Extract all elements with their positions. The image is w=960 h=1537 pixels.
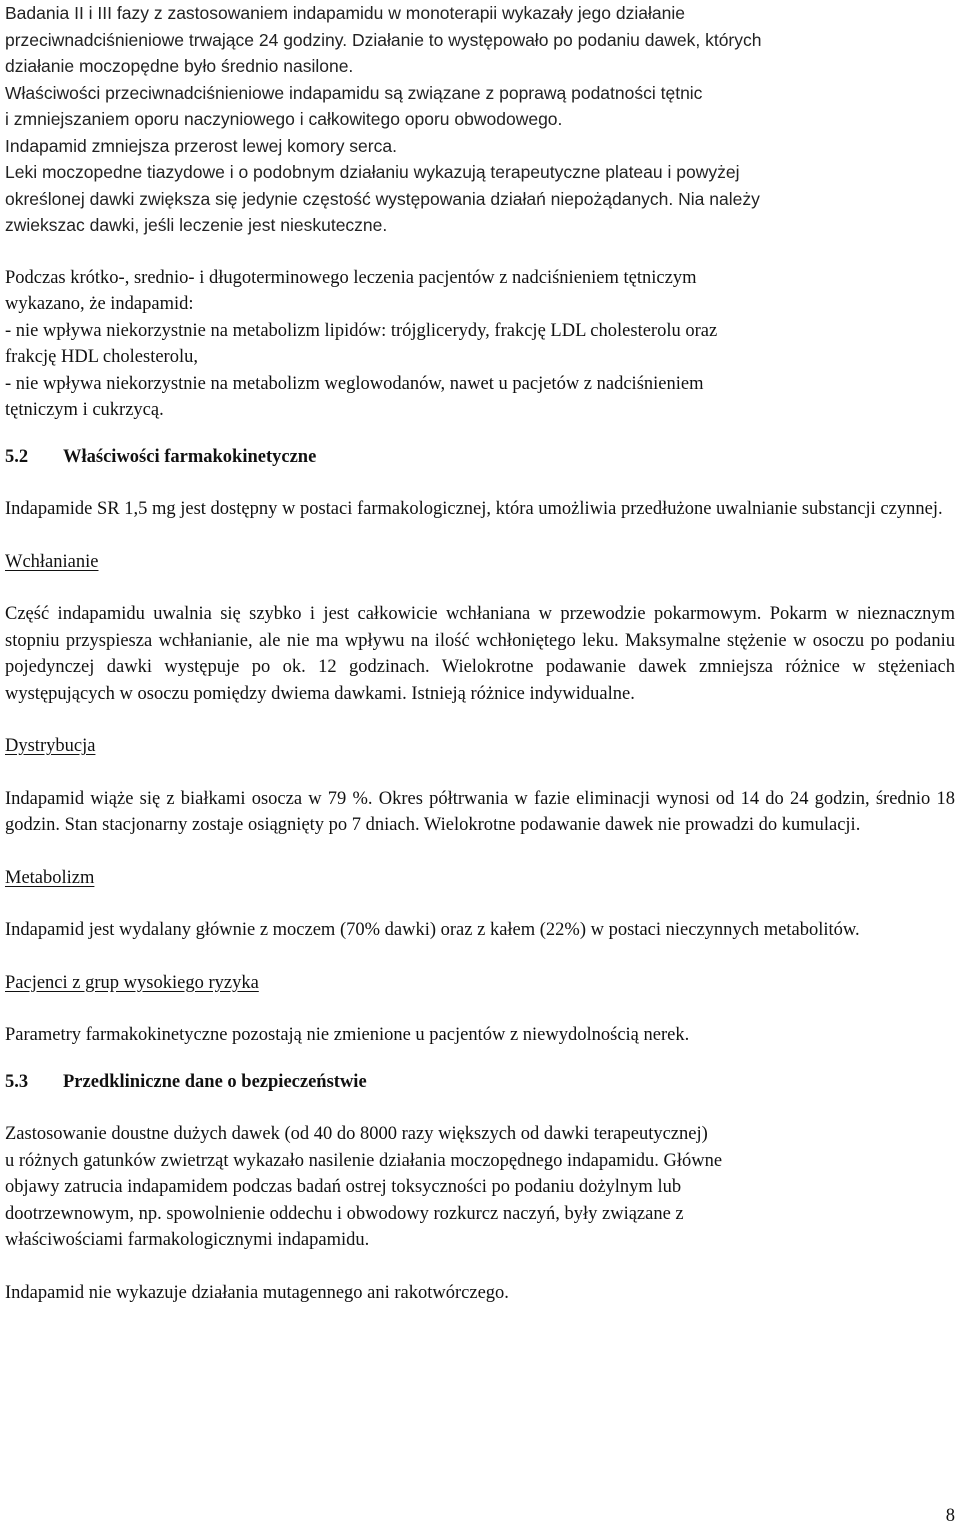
page-number: 8 (945, 1506, 955, 1526)
text-line: zwiekszac dawki, jeśli leczenie jest nieskuteczne. (5, 215, 388, 235)
subheading-high-risk: Pacjenci z grup wysokiego ryzyka (5, 972, 259, 993)
subheading-absorption: Wchłanianie (5, 551, 99, 572)
text-line: i zmniejszaniem oporu naczyniowego i całkowitego oporu obwodowego. (5, 109, 563, 129)
subheading-metabolism: Metabolizm (5, 867, 95, 888)
paragraph-metabolic-effects (5, 265, 955, 424)
paragraph-absorption: Część indapamidu uwalnia się szybko i jest całkowicie wchłaniana w przewodzie pokarmowym. Pokarm w nieznacznym stopniu przyspiesza wchłanianie, ale nie ma wpływu na ilość wchłoniętego leku. Maksymalne stężenie w osoczu po podaniu pojedynczej dawki występuje po ok. 12 godzinach. Wielokrotne podawanie dawek zmniejsza różnice w stężeniach występujących w osoczu pomiędzy dwiema dawkami. Istnieją różnice indywidualne. (5, 604, 955, 704)
text-line: działanie moczopędne było średnio nasilone. (5, 56, 354, 76)
text-line: Podczas krótko-, srednio- i długoterminowego leczenia pacjentów z nadciśnieniem tętniczym (5, 267, 697, 288)
section-title: Przedkliniczne dane o bezpieczeństwie (63, 1071, 367, 1092)
text-line: frakcję HDL cholesterolu, (5, 347, 198, 367)
text-line: u różnych gatunków zwietrząt wykazało nasilenie działania moczopędnego indapamidu. Główne (5, 1150, 723, 1171)
paragraph-high-risk: Parametry farmakokinetyczne pozostają nie zmienione u pacjentów z niewydolnością nerek. (5, 1025, 690, 1045)
text-line: właściwościami farmakologicznymi indapamidu. (5, 1230, 370, 1250)
paragraph-mutagenicity: Indapamid nie wykazuje działania mutagennego ani rakotwórczego. (5, 1282, 509, 1303)
section-heading-5-3 (5, 1069, 955, 1096)
section-number: 5.3 (5, 1071, 29, 1092)
section-number: 5.2 (5, 446, 29, 467)
text-line: Leki moczopedne tiazydowe i o podobnym działaniu wykazują terapeutyczne plateau i powyżej (5, 162, 740, 182)
text-line: - nie wpływa niekorzystnie na metabolizm lipidów: trójglicerydy, frakcję LDL cholesterolu oraz (5, 320, 718, 341)
text-line: Zastosowanie doustne dużych dawek (od 40 do 8000 razy większych od dawki terapeutycznej) (5, 1124, 708, 1144)
text-line: wykazano, że indapamid: (5, 294, 194, 314)
paragraph-pharmacodynamics (5, 0, 955, 239)
paragraph-intro: Indapamide SR 1,5 mg jest dostępny w postaci farmakologicznej, która umożliwia przedłużone uwalnianie substancji czynnej. (5, 499, 943, 519)
text-line: - nie wpływa niekorzystnie na metabolizm weglowodanów, nawet u pacjetów z nadciśnieniem (5, 373, 704, 394)
text-line: dootrzewnowym, np. spowolnienie oddechu i obwodowy rozkurcz naczyń, były związane z (5, 1203, 684, 1224)
paragraph-preclinical (5, 1121, 955, 1254)
text-line: Indapamid zmniejsza przerost lewej komory serca. (5, 135, 397, 156)
text-line: objawy zatrucia indapamidem podczas badań ostrej toksyczności po podaniu dożylnym lub (5, 1177, 682, 1197)
text-line: przeciwnadciśnieniowe trwające 24 godziny. Działanie to występowało po podaniu dawek, których (5, 29, 762, 50)
subheading-distribution: Dystrybucja (5, 736, 96, 756)
section-heading-5-2 (5, 444, 955, 471)
section-title: Właściwości farmakokinetyczne (63, 446, 317, 467)
text-line: Badania II i III fazy z zastosowaniem indapamidu w monoterapii wykazały jego działanie (5, 3, 685, 23)
text-line: określonej dawki zwiększa się jedynie częstość występowania działań niepożądanych. Nia należy (5, 188, 760, 209)
text-line: Właściwości przeciwnadciśnieniowe indapamidu są związane z poprawą podatności tętnic (5, 82, 703, 103)
paragraph-metabolism: Indapamid jest wydalany głównie z moczem (70% dawki) oraz z kałem (22%) w postaci nieczynnych metabolitów. (5, 920, 860, 940)
paragraph-distribution: Indapamid wiąże się z białkami osocza w 79 %. Okres półtrwania w fazie eliminacji wynosi od 14 do 24 godzin, średnio 18 godzin. Stan stacjonarny zostaje osiągnięty po 7 dniach. Wielokrotne podawanie dawek nie prowadzi do kumulacji. (5, 788, 955, 835)
document-page (5, 0, 955, 1306)
text-line: tętniczym i cukrzycą. (5, 400, 164, 420)
